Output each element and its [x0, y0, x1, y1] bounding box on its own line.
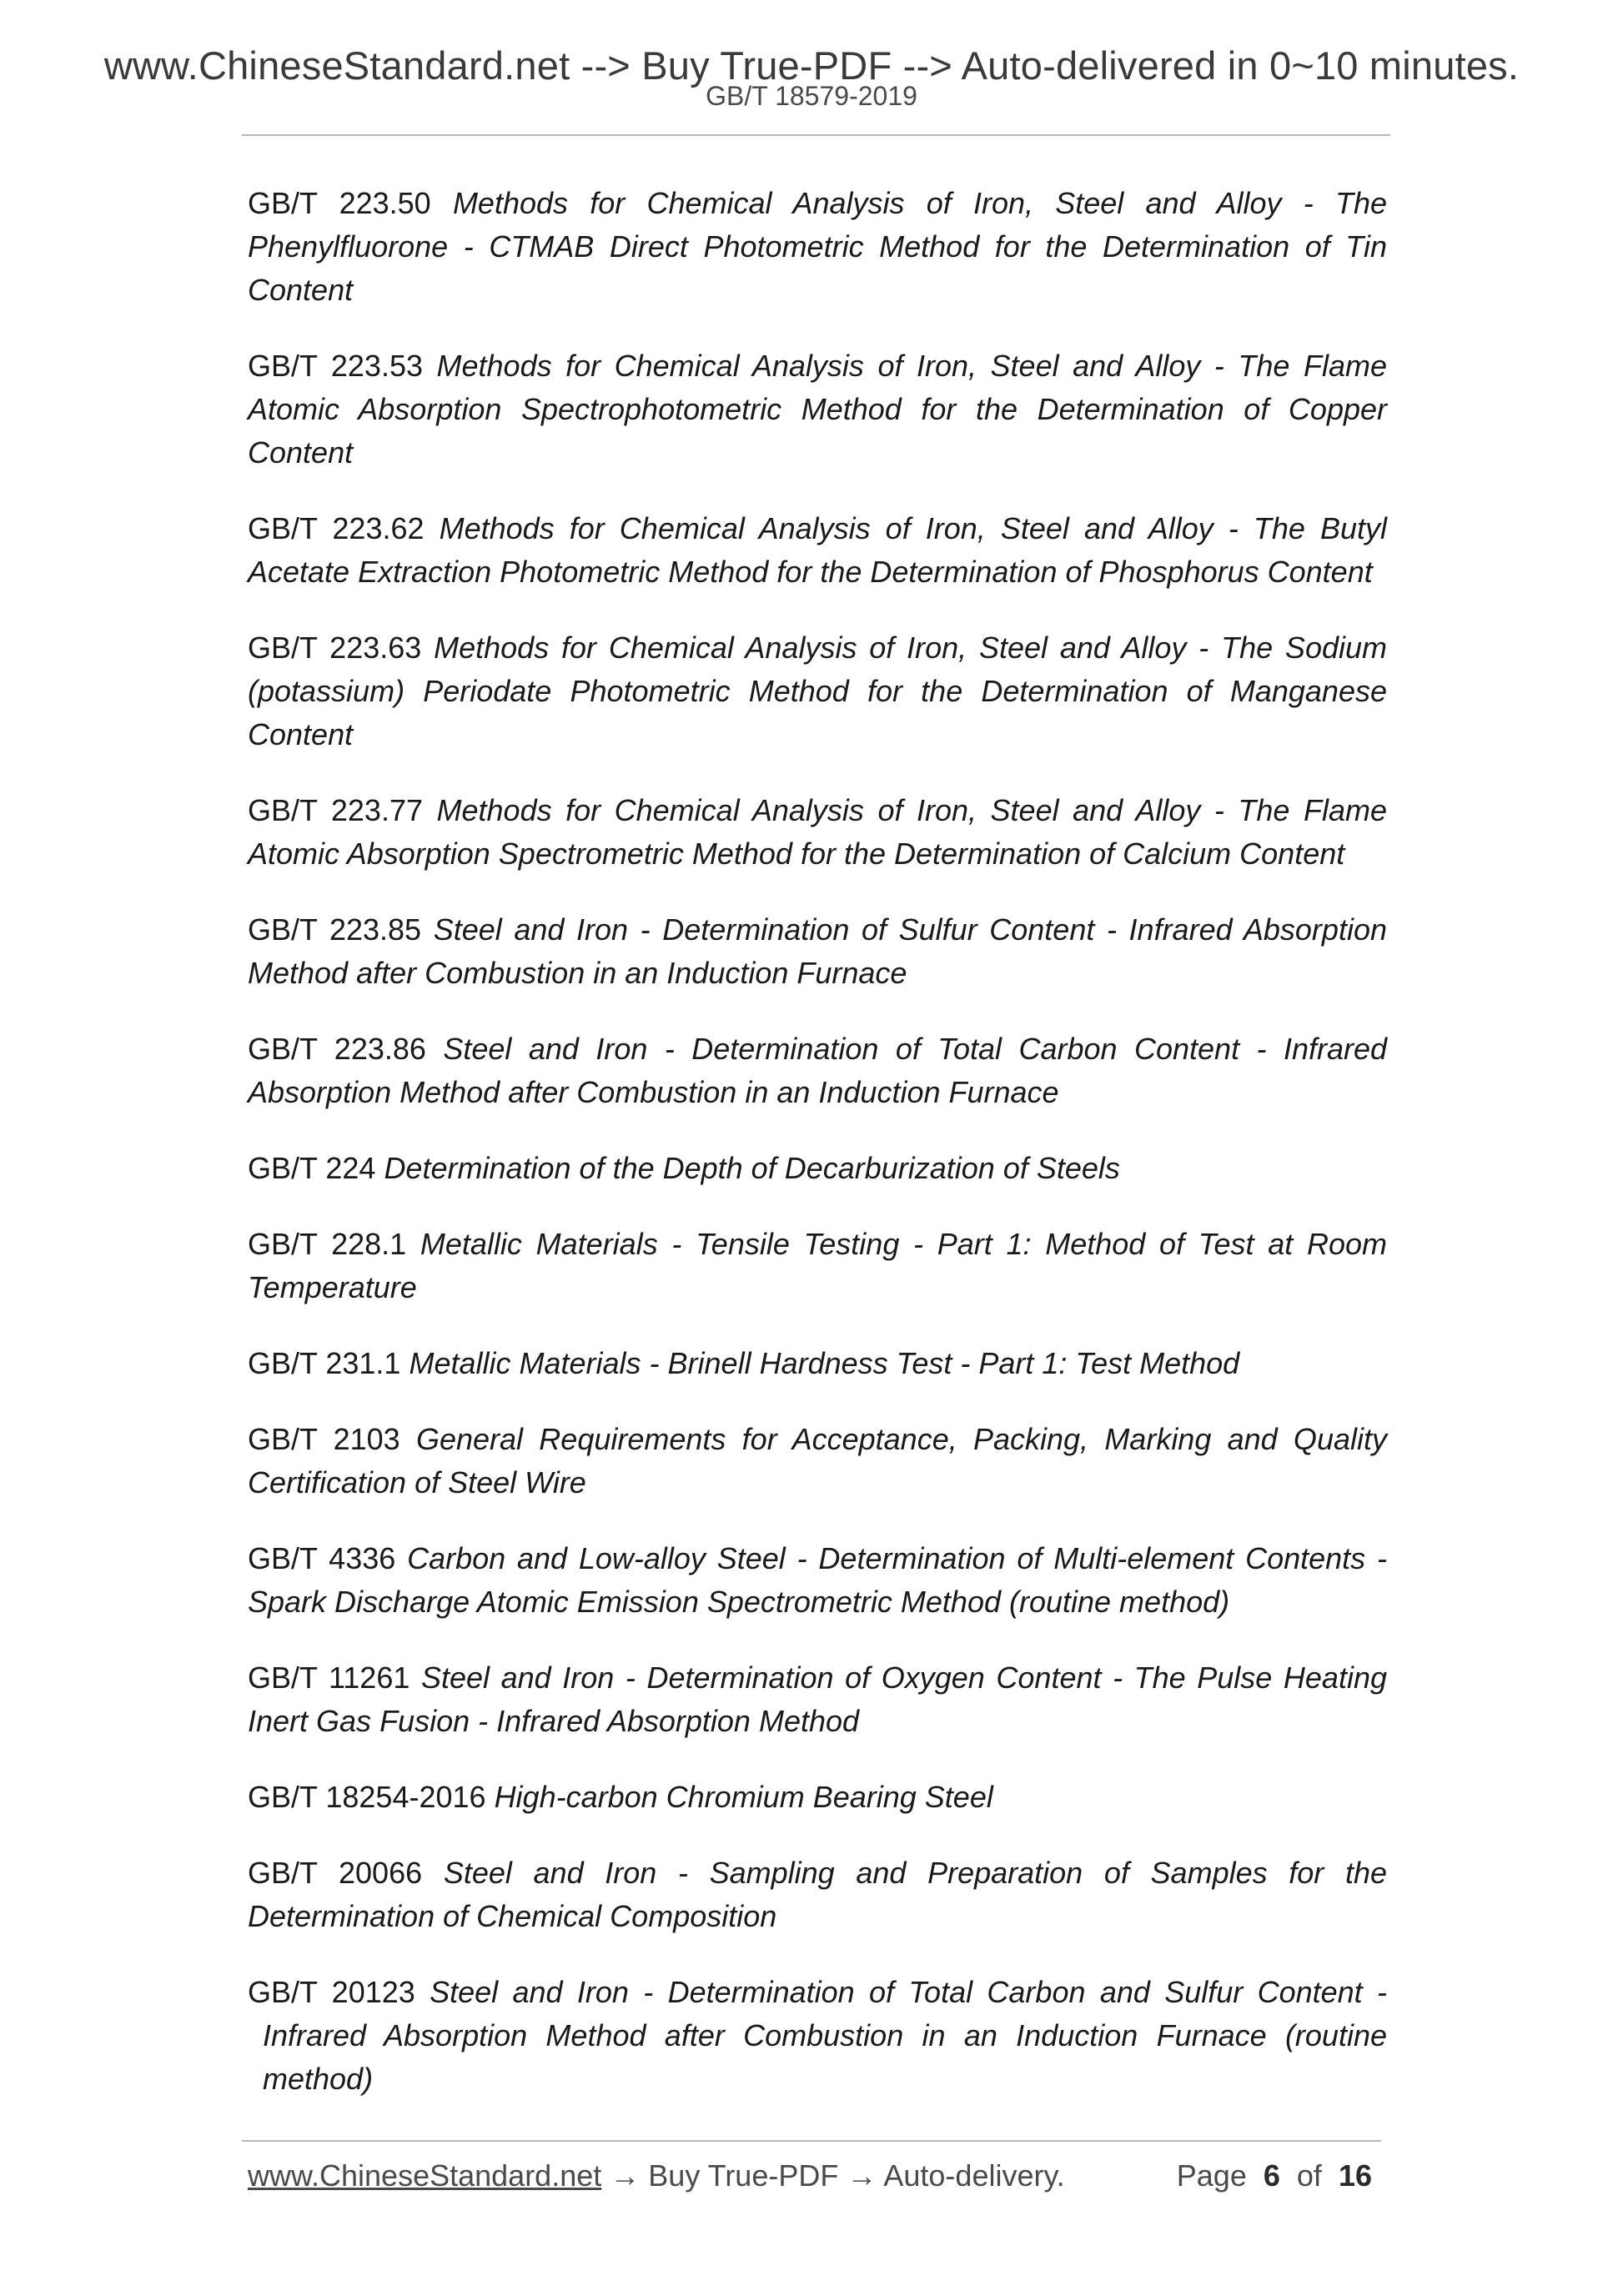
reference-code: GB/T 223.63 [248, 631, 422, 665]
footer-promo [248, 2156, 1065, 2196]
reference-list [248, 182, 1387, 2133]
top-banner: www.ChineseStandard.net --> Buy True-PDF --> Auto-delivered in 0~10 minutes. [103, 43, 1520, 88]
arrow-right-icon: → [610, 2158, 641, 2193]
reference-item [248, 1851, 1387, 1938]
reference-code: GB/T 223.85 [248, 912, 422, 947]
page-label: Page [1176, 2158, 1247, 2193]
reference-item [248, 1656, 1387, 1743]
reference-item [248, 789, 1387, 876]
reference-item [248, 1342, 1387, 1385]
reference-code: GB/T 20066 [248, 1856, 423, 1890]
reference-title: High-carbon Chromium Bearing Steel [494, 1780, 993, 1814]
reference-code: GB/T 11261 [248, 1660, 410, 1695]
reference-item [248, 182, 1387, 312]
reference-item [248, 344, 1387, 475]
reference-title: Steel and Iron - Determination of Sulfur Content - Infrared Absorption Method after Combustion in an Induction Furnace [248, 912, 1387, 990]
arrow-right-icon: → [847, 2158, 877, 2193]
reference-title: Steel and Iron - Determination of Total Carbon Content - Infrared Absorption Method after Combustion in an Induction Furnace [248, 1032, 1388, 1109]
reference-item [248, 1776, 1387, 1819]
reference-code: GB/T 4336 [248, 1541, 396, 1575]
reference-title: Metallic Materials - Tensile Testing - Part 1: Method of Test at Room Temperature [248, 1227, 1387, 1304]
page-number [1177, 2156, 1372, 2196]
footer-divider [242, 2140, 1381, 2142]
reference-item [248, 1147, 1387, 1190]
reference-title: Determination of the Depth of Decarburization of Steels [384, 1151, 1120, 1185]
reference-code: GB/T 18254-2016 [248, 1780, 486, 1814]
reference-item [248, 1418, 1387, 1505]
reference-item [248, 1027, 1387, 1114]
buy-pdf-text: Buy True-PDF [648, 2158, 839, 2193]
reference-title: Steel and Iron - Determination of Oxygen Content - The Pulse Heating Inert Gas Fusion - Infrared Absorption Method [248, 1660, 1387, 1738]
reference-title: Metallic Materials - Brinell Hardness Test - Part 1: Test Method [409, 1346, 1240, 1380]
reference-code: GB/T 228.1 [248, 1227, 407, 1261]
website-link[interactable]: www.ChineseStandard.net [248, 2158, 602, 2193]
reference-title: Methods for Chemical Analysis of Iron, Steel and Alloy - The Phenylfluorone - CTMAB Direct Photometric Method for the Determination of Tin Content [248, 186, 1387, 307]
reference-item [248, 507, 1387, 594]
standard-code: GB/T 18579-2019 [706, 81, 917, 111]
reference-item [248, 1223, 1387, 1309]
reference-code: GB/T 223.77 [248, 793, 423, 827]
reference-item [248, 1971, 1387, 2101]
reference-title: Steel and Iron - Determination of Total Carbon and Sulfur Content - Infrared Absorption Method after Combustion in an Induction Furnace (routine method) [263, 1975, 1387, 2096]
reference-code: GB/T 231.1 [248, 1346, 401, 1380]
page-total: 16 [1338, 2158, 1372, 2193]
reference-item [248, 908, 1387, 995]
header-divider [242, 134, 1390, 136]
auto-delivery-text: Auto-delivery. [883, 2158, 1065, 2193]
reference-code: GB/T 20123 [248, 1975, 415, 2009]
reference-title: Carbon and Low-alloy Steel - Determination of Multi-element Contents - Spark Discharge Atomic Emission Spectrometric Method (routine method) [248, 1541, 1387, 1619]
page-of-label: of [1296, 2158, 1322, 2193]
reference-item [248, 626, 1387, 756]
reference-code: GB/T 223.50 [248, 186, 431, 220]
reference-title: Methods for Chemical Analysis of Iron, Steel and Alloy - The Butyl Acetate Extraction Photometric Method for the Determination of Phosphorus Content [248, 511, 1387, 589]
reference-code: GB/T 223.53 [248, 349, 423, 383]
reference-code: GB/T 224 [248, 1151, 376, 1185]
reference-code: GB/T 2103 [248, 1422, 400, 1456]
page-current: 6 [1263, 2158, 1280, 2193]
reference-item [248, 1537, 1387, 1624]
reference-title: General Requirements for Acceptance, Packing, Marking and Quality Certification of Steel Wire [248, 1422, 1387, 1500]
reference-code: GB/T 223.62 [248, 511, 425, 545]
reference-code: GB/T 223.86 [248, 1032, 426, 1066]
reference-title: Steel and Iron - Sampling and Preparation of Samples for the Determination of Chemical Composition [248, 1856, 1387, 1933]
reference-title: Methods for Chemical Analysis of Iron, Steel and Alloy - The Sodium (potassium) Periodate Photometric Method for the Determination of Manganese Content [248, 631, 1387, 751]
reference-title: Methods for Chemical Analysis of Iron, Steel and Alloy - The Flame Atomic Absorption Spectrometric Method for the Determination of Calcium Content [248, 793, 1387, 871]
reference-title: Methods for Chemical Analysis of Iron, Steel and Alloy - The Flame Atomic Absorption Spectrophotometric Method for the Determination of Copper Content [248, 349, 1387, 470]
